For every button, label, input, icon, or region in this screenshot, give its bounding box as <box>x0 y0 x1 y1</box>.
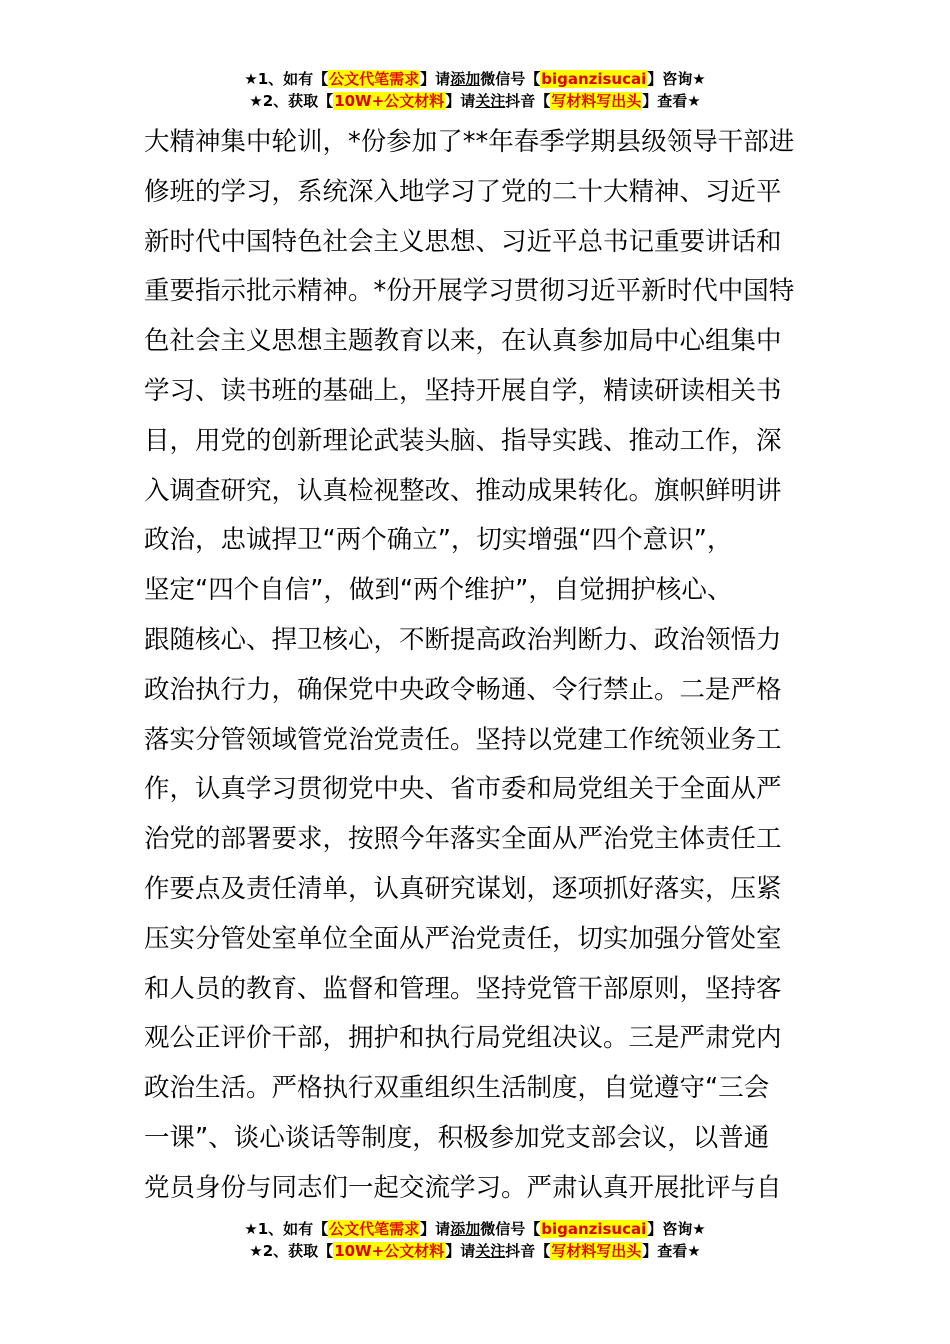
footer-banner-line-2: ★2、获取【10W+公文材料】请关注抖音【写材料写出头】查看★ <box>249 1242 701 1260</box>
highlight-service: 公文代笔需求 <box>329 1220 420 1238</box>
body-line: 新时代中国特色社会主义思想、习近平总书记重要讲话和 <box>144 226 782 257</box>
document-body <box>144 118 809 1214</box>
body-line: 学习、读书班的基础上，坚持开展自学，精读研读相关书 <box>144 375 782 406</box>
footer-banner-line-1: ★1、如有【公文代笔需求】请添加微信号【biganzisucai】咨询★ <box>244 1220 706 1238</box>
header-banner-line-2: ★2、获取【10W+公文材料】请关注抖音【写材料写出头】查看★ <box>249 92 701 110</box>
body-line: 一课”、谈心谈话等制度，积极参加党支部会议，以普通 <box>144 1122 770 1153</box>
body-line: 落实分管领域管党治党责任。坚持以党建工作统领业务工 <box>144 724 782 755</box>
highlight-douyin-account: 写材料写出头 <box>551 92 642 110</box>
highlight-materials: 10W+公文材料 <box>334 92 445 110</box>
body-line: 作，认真学习贯彻党中央、省市委和局党组关于全面从严 <box>144 774 782 805</box>
body-line: 作要点及责任清单，认真研究谋划，逐项抓好落实，压紧 <box>144 873 782 904</box>
highlight-wechat-id: biganzisucai <box>541 70 647 88</box>
body-line: 和人员的教育、监督和管理。坚持党管干部原则，坚持客 <box>144 973 782 1004</box>
body-line: 重要指示批示精神。*份开展学习贯彻习近平新时代中国特 <box>144 276 795 307</box>
body-line: 治党的部署要求，按照今年落实全面从严治党主体责任工 <box>144 824 782 855</box>
body-line: 政治生活。严格执行双重组织生活制度，自觉遵守“三会 <box>144 1073 770 1104</box>
body-line: 修班的学习，系统深入地学习了党的二十大精神、习近平 <box>144 176 782 207</box>
highlight-materials: 10W+公文材料 <box>334 1242 445 1260</box>
body-line: 政治，忠诚捍卫“两个确立”，切实增强“四个意识”， <box>144 525 733 556</box>
highlight-wechat-id: biganzisucai <box>541 1220 647 1238</box>
body-line: 入调查研究，认真检视整改、推动成果转化。旗帜鲜明讲 <box>144 475 782 506</box>
body-line: 观公正评价干部，拥护和执行局党组决议。三是严肃党内 <box>144 1023 782 1054</box>
highlight-service: 公文代笔需求 <box>329 70 420 88</box>
footer-banner <box>0 1218 950 1262</box>
body-line: 跟随核心、捍卫核心，不断提高政治判断力、政治领悟力 <box>144 624 782 655</box>
body-line: 政治执行力，确保党中央政令畅通、令行禁止。二是严格 <box>144 674 782 705</box>
header-banner-line-1: ★1、如有【公文代笔需求】请添加微信号【biganzisucai】咨询★ <box>244 70 706 88</box>
body-line: 色社会主义思想主题教育以来，在认真参加局中心组集中 <box>144 326 782 357</box>
body-line: 党员身份与同志们一起交流学习。严肃认真开展批评与自 <box>144 1172 782 1203</box>
body-line: 目，用党的创新理论武装头脑、指导实践、推动工作，深 <box>144 425 782 456</box>
highlight-douyin-account: 写材料写出头 <box>551 1242 642 1260</box>
body-line: 大精神集中轮训，*份参加了**年春季学期县级领导干部进 <box>144 127 795 157</box>
header-banner <box>0 68 950 112</box>
body-line: 压实分管处室单位全面从严治党责任，切实加强分管处室 <box>144 923 782 954</box>
body-line: 坚定“四个自信”，做到“两个维护”，自觉拥护核心、 <box>144 575 733 606</box>
